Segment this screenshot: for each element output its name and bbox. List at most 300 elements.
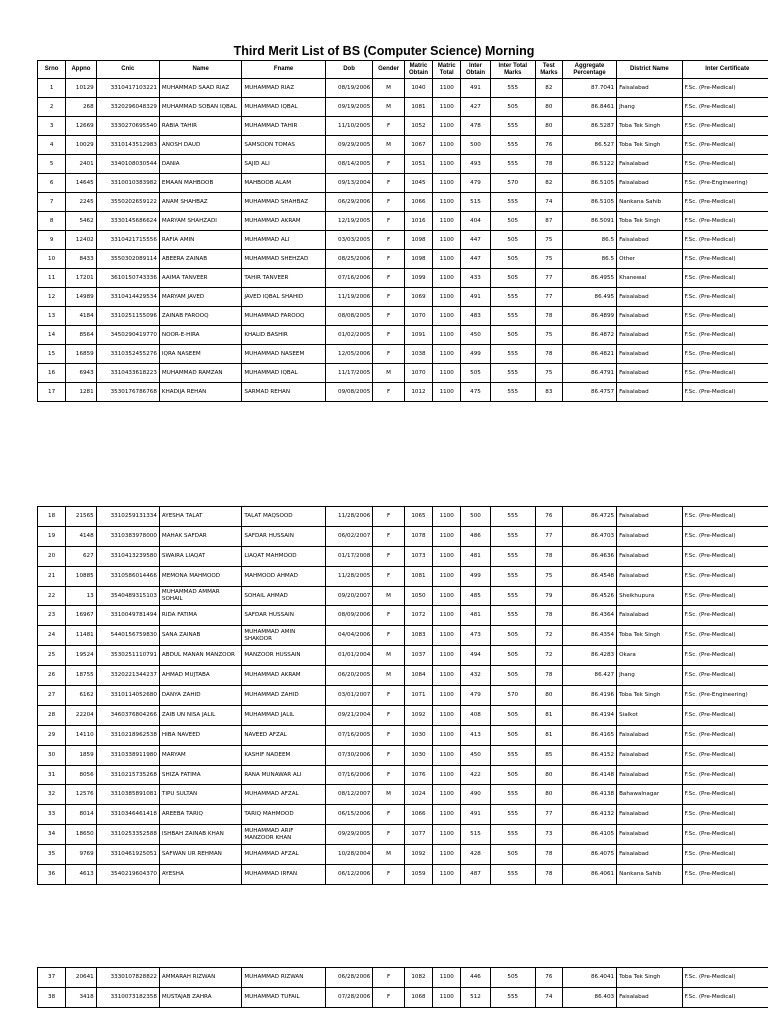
dob-cell: 09/20/2007 — [325, 586, 372, 606]
inter-total-cell: 555 — [490, 865, 535, 885]
name-cell: AHMAD MUJTABA — [159, 666, 241, 686]
table-row — [38, 98, 768, 117]
matric-total-cell: 1100 — [433, 526, 461, 546]
aggregate-cell: 86.4132 — [562, 805, 616, 825]
dob-cell: 08/19/2006 — [325, 79, 372, 98]
cnic-cell: 3330270695540 — [96, 117, 159, 136]
name-cell: RIDA FATIMA — [159, 606, 241, 626]
table-row — [38, 174, 768, 193]
appno-cell: 6162 — [66, 686, 96, 706]
table-row — [38, 546, 768, 566]
matric-obtain-cell: 1092 — [404, 845, 432, 865]
fname-cell: MUHAMMAD NASEEM — [242, 345, 326, 364]
cnic-cell: 3550302089114 — [96, 250, 159, 269]
inter-obtain-cell: 481 — [461, 606, 490, 626]
name-cell: HIBA NAVEED — [159, 725, 241, 745]
inter-obtain-cell: 493 — [461, 155, 490, 174]
cnic-cell: 3310143512983 — [96, 136, 159, 155]
srno-cell: 37 — [38, 968, 66, 988]
header-srno: Srno — [38, 61, 66, 79]
test-marks-cell: 78 — [535, 845, 562, 865]
inter-obtain-cell: 479 — [461, 174, 490, 193]
district-cell: Nankana Sahib — [617, 865, 682, 885]
inter-obtain-cell: 486 — [461, 526, 490, 546]
inter-certificate-cell: F.Sc. (Pre-Medical) — [682, 626, 768, 646]
matric-obtain-cell: 1066 — [404, 193, 432, 212]
cnic-cell: 3340108030544 — [96, 155, 159, 174]
test-marks-cell: 80 — [535, 98, 562, 117]
gender-cell: M — [373, 364, 405, 383]
aggregate-cell: 86.4138 — [562, 785, 616, 805]
appno-cell: 8014 — [66, 805, 96, 825]
inter-certificate-cell: F.Sc. (Pre-Medical) — [682, 98, 768, 117]
gender-cell: F — [373, 250, 405, 269]
matric-obtain-cell: 1067 — [404, 136, 432, 155]
fname-cell: MUHAMMAD AKRAM — [242, 666, 326, 686]
srno-cell: 25 — [38, 646, 66, 666]
inter-certificate-cell: F.Sc. (Pre-Medical) — [682, 307, 768, 326]
gender-cell: M — [373, 136, 405, 155]
header-inter-certificate: Inter Certificate — [682, 61, 768, 79]
inter-total-cell: 555 — [490, 526, 535, 546]
srno-cell: 23 — [38, 606, 66, 626]
header-appno: Appno — [66, 61, 96, 79]
district-cell: Jhang — [617, 98, 682, 117]
gender-cell: F — [373, 825, 405, 845]
matric-total-cell: 1100 — [433, 865, 461, 885]
test-marks-cell: 78 — [535, 155, 562, 174]
test-marks-cell: 78 — [535, 666, 562, 686]
aggregate-cell: 86.4283 — [562, 646, 616, 666]
aggregate-cell: 86.403 — [562, 988, 616, 1008]
district-cell: Other — [617, 250, 682, 269]
aggregate-cell: 86.5122 — [562, 155, 616, 174]
inter-obtain-cell: 494 — [461, 646, 490, 666]
gender-cell: F — [373, 117, 405, 136]
appno-cell: 21565 — [66, 507, 96, 527]
aggregate-cell: 86.4791 — [562, 364, 616, 383]
name-cell: DANIA — [159, 155, 241, 174]
dob-cell: 11/28/2006 — [325, 507, 372, 527]
test-marks-cell: 80 — [535, 686, 562, 706]
aggregate-cell: 86.4636 — [562, 546, 616, 566]
fname-cell: MUHAMMAD RIAZ — [242, 79, 326, 98]
test-marks-cell: 85 — [535, 745, 562, 765]
matric-obtain-cell: 1051 — [404, 155, 432, 174]
matric-total-cell: 1100 — [433, 507, 461, 527]
name-cell: SWAIRA LIAQAT — [159, 546, 241, 566]
dob-cell: 01/01/2004 — [325, 646, 372, 666]
fname-cell: MUHAMMAD SHEHZAD — [242, 250, 326, 269]
aggregate-cell: 86.4196 — [562, 686, 616, 706]
appno-cell: 11481 — [66, 626, 96, 646]
appno-cell: 13 — [66, 586, 96, 606]
srno-cell: 24 — [38, 626, 66, 646]
dob-cell: 06/15/2006 — [325, 805, 372, 825]
district-cell: Faisalabad — [617, 845, 682, 865]
dob-cell: 09/21/2004 — [325, 705, 372, 725]
inter-total-cell: 505 — [490, 250, 535, 269]
inter-certificate-cell: F.Sc. (Pre-Medical) — [682, 666, 768, 686]
gender-cell: F — [373, 345, 405, 364]
test-marks-cell: 77 — [535, 805, 562, 825]
inter-total-cell: 555 — [490, 136, 535, 155]
dob-cell: 12/19/2005 — [325, 212, 372, 231]
inter-total-cell: 555 — [490, 117, 535, 136]
aggregate-cell: 86.5287 — [562, 117, 616, 136]
district-cell: Faisalabad — [617, 825, 682, 845]
test-marks-cell: 73 — [535, 825, 562, 845]
matric-total-cell: 1100 — [433, 269, 461, 288]
table-row — [38, 725, 768, 745]
srno-cell: 36 — [38, 865, 66, 885]
matric-obtain-cell: 1077 — [404, 825, 432, 845]
gender-cell: F — [373, 725, 405, 745]
fname-cell: MANZOOR HUSSAIN — [242, 646, 326, 666]
merit-table-page-3 — [37, 967, 768, 1008]
inter-total-cell: 505 — [490, 765, 535, 785]
srno-cell: 14 — [38, 326, 66, 345]
name-cell: SAFWAN UR REHMAN — [159, 845, 241, 865]
matric-total-cell: 1100 — [433, 666, 461, 686]
district-cell: Faisalabad — [617, 725, 682, 745]
matric-obtain-cell: 1081 — [404, 98, 432, 117]
gender-cell: F — [373, 745, 405, 765]
inter-obtain-cell: 432 — [461, 666, 490, 686]
inter-obtain-cell: 505 — [461, 364, 490, 383]
inter-obtain-cell: 428 — [461, 845, 490, 865]
inter-obtain-cell: 515 — [461, 193, 490, 212]
matric-total-cell: 1100 — [433, 765, 461, 785]
inter-certificate-cell: F.Sc. (Pre-Medical) — [682, 845, 768, 865]
test-marks-cell: 75 — [535, 250, 562, 269]
table-row — [38, 845, 768, 865]
cnic-cell: 3310414429534 — [96, 288, 159, 307]
inter-total-cell: 555 — [490, 988, 535, 1008]
srno-cell: 21 — [38, 566, 66, 586]
merit-table-page-1 — [37, 60, 768, 402]
appno-cell: 2245 — [66, 193, 96, 212]
inter-certificate-cell: F.Sc. (Pre-Medical) — [682, 526, 768, 546]
matric-total-cell: 1100 — [433, 845, 461, 865]
matric-total-cell: 1100 — [433, 174, 461, 193]
header-inter-total: Inter Total Marks — [490, 61, 535, 79]
matric-total-cell: 1100 — [433, 646, 461, 666]
inter-obtain-cell: 404 — [461, 212, 490, 231]
aggregate-cell: 86.495 — [562, 288, 616, 307]
table-row — [38, 364, 768, 383]
gender-cell: M — [373, 79, 405, 98]
cnic-cell: 3460376804266 — [96, 705, 159, 725]
matric-total-cell: 1100 — [433, 383, 461, 402]
inter-obtain-cell: 433 — [461, 269, 490, 288]
cnic-cell: 3330107828822 — [96, 968, 159, 988]
inter-total-cell: 505 — [490, 212, 535, 231]
srno-cell: 30 — [38, 745, 66, 765]
matric-obtain-cell: 1070 — [404, 307, 432, 326]
name-cell: SHIZA FATIMA — [159, 765, 241, 785]
gender-cell: F — [373, 193, 405, 212]
test-marks-cell: 72 — [535, 646, 562, 666]
dob-cell: 09/13/2004 — [325, 174, 372, 193]
inter-total-cell: 505 — [490, 725, 535, 745]
cnic-cell: 3310218962538 — [96, 725, 159, 745]
appno-cell: 8433 — [66, 250, 96, 269]
test-marks-cell: 77 — [535, 526, 562, 546]
test-marks-cell: 74 — [535, 193, 562, 212]
fname-cell: SAJID ALI — [242, 155, 326, 174]
srno-cell: 11 — [38, 269, 66, 288]
cnic-cell: 3320296048329 — [96, 98, 159, 117]
table-row — [38, 117, 768, 136]
aggregate-cell: 86.4899 — [562, 307, 616, 326]
fname-cell: RANA MUNAWAR ALI — [242, 765, 326, 785]
inter-obtain-cell: 413 — [461, 725, 490, 745]
test-marks-cell: 87 — [535, 212, 562, 231]
inter-certificate-cell: F.Sc. (Pre-Medical) — [682, 136, 768, 155]
aggregate-cell: 86.5091 — [562, 212, 616, 231]
aggregate-cell: 86.5 — [562, 250, 616, 269]
cnic-cell: 3530251110791 — [96, 646, 159, 666]
aggregate-cell: 87.7041 — [562, 79, 616, 98]
table-row — [38, 136, 768, 155]
district-cell: Faisalabad — [617, 288, 682, 307]
inter-total-cell: 555 — [490, 155, 535, 174]
aggregate-cell: 86.4364 — [562, 606, 616, 626]
gender-cell: F — [373, 626, 405, 646]
test-marks-cell: 78 — [535, 865, 562, 885]
district-cell: Toba Tek Singh — [617, 117, 682, 136]
inter-obtain-cell: 499 — [461, 345, 490, 364]
test-marks-cell: 77 — [535, 288, 562, 307]
aggregate-cell: 86.4194 — [562, 705, 616, 725]
gender-cell: F — [373, 546, 405, 566]
srno-cell: 16 — [38, 364, 66, 383]
gender-cell: M — [373, 586, 405, 606]
matric-obtain-cell: 1073 — [404, 546, 432, 566]
srno-cell: 10 — [38, 250, 66, 269]
table-row — [38, 307, 768, 326]
appno-cell: 12669 — [66, 117, 96, 136]
inter-obtain-cell: 491 — [461, 79, 490, 98]
dob-cell: 03/03/2005 — [325, 231, 372, 250]
srno-cell: 20 — [38, 546, 66, 566]
matric-obtain-cell: 1045 — [404, 174, 432, 193]
header-dob: Dob — [325, 61, 372, 79]
appno-cell: 18755 — [66, 666, 96, 686]
table-row — [38, 785, 768, 805]
district-cell: Toba Tek Singh — [617, 686, 682, 706]
inter-certificate-cell: F.Sc. (Pre-Medical) — [682, 546, 768, 566]
inter-total-cell: 555 — [490, 507, 535, 527]
matric-total-cell: 1100 — [433, 250, 461, 269]
name-cell: MARYAM SHAHZADI — [159, 212, 241, 231]
name-cell: ANOSH DAUD — [159, 136, 241, 155]
appno-cell: 5462 — [66, 212, 96, 231]
inter-total-cell: 505 — [490, 646, 535, 666]
gender-cell: F — [373, 326, 405, 345]
cnic-cell: 3530176786768 — [96, 383, 159, 402]
test-marks-cell: 81 — [535, 705, 562, 725]
srno-cell: 5 — [38, 155, 66, 174]
gender-cell: F — [373, 307, 405, 326]
test-marks-cell: 83 — [535, 383, 562, 402]
cnic-cell: 3310253352588 — [96, 825, 159, 845]
appno-cell: 14645 — [66, 174, 96, 193]
district-cell: Faisalabad — [617, 507, 682, 527]
district-cell: Toba Tek Singh — [617, 136, 682, 155]
appno-cell: 6943 — [66, 364, 96, 383]
inter-total-cell: 555 — [490, 307, 535, 326]
dob-cell: 08/12/2007 — [325, 785, 372, 805]
table-row — [38, 606, 768, 626]
header-fname: Fname — [242, 61, 326, 79]
name-cell: KHADIJA REHAN — [159, 383, 241, 402]
aggregate-cell: 86.4821 — [562, 345, 616, 364]
gender-cell: F — [373, 765, 405, 785]
header-name: Name — [159, 61, 241, 79]
district-cell: Khanewal — [617, 269, 682, 288]
header-gender: Gender — [373, 61, 405, 79]
table-row — [38, 765, 768, 785]
inter-obtain-cell: 512 — [461, 988, 490, 1008]
matric-total-cell: 1100 — [433, 785, 461, 805]
matric-obtain-cell: 1030 — [404, 745, 432, 765]
matric-obtain-cell: 1072 — [404, 606, 432, 626]
table-row — [38, 646, 768, 666]
gender-cell: F — [373, 383, 405, 402]
name-cell: AYESHA TALAT — [159, 507, 241, 527]
matric-obtain-cell: 1076 — [404, 765, 432, 785]
cnic-cell: 3610150743336 — [96, 269, 159, 288]
aggregate-cell: 86.427 — [562, 666, 616, 686]
district-cell: Faisalabad — [617, 606, 682, 626]
srno-cell: 32 — [38, 785, 66, 805]
inter-certificate-cell: F.Sc. (Pre-Medical) — [682, 117, 768, 136]
aggregate-cell: 86.4152 — [562, 745, 616, 765]
matric-total-cell: 1100 — [433, 193, 461, 212]
test-marks-cell: 80 — [535, 765, 562, 785]
dob-cell: 09/19/2005 — [325, 98, 372, 117]
srno-cell: 4 — [38, 136, 66, 155]
appno-cell: 20641 — [66, 968, 96, 988]
fname-cell: SAMSOON TOMAS — [242, 136, 326, 155]
aggregate-cell: 86.4703 — [562, 526, 616, 546]
fname-cell: MUHAMMAD AFZAL — [242, 785, 326, 805]
fname-cell: MUHAMMAD ARIF MANZOOR KHAN — [242, 825, 326, 845]
district-cell: Okara — [617, 646, 682, 666]
aggregate-cell: 86.4148 — [562, 765, 616, 785]
appno-cell: 10885 — [66, 566, 96, 586]
inter-total-cell: 555 — [490, 805, 535, 825]
matric-obtain-cell: 1082 — [404, 968, 432, 988]
dob-cell: 11/10/2005 — [325, 117, 372, 136]
gender-cell: F — [373, 988, 405, 1008]
cnic-cell: 3310385891081 — [96, 785, 159, 805]
dob-cell: 08/09/2006 — [325, 606, 372, 626]
test-marks-cell: 72 — [535, 626, 562, 646]
inter-certificate-cell: F.Sc. (Pre-Medical) — [682, 586, 768, 606]
matric-obtain-cell: 1078 — [404, 526, 432, 546]
matric-obtain-cell: 1069 — [404, 288, 432, 307]
table-row — [38, 526, 768, 546]
dob-cell: 06/20/2005 — [325, 666, 372, 686]
district-cell: Faisalabad — [617, 155, 682, 174]
fname-cell: MUHAMMAD FAROOQ — [242, 307, 326, 326]
dob-cell: 06/12/2006 — [325, 865, 372, 885]
cnic-cell: 3310461925051 — [96, 845, 159, 865]
merit-table-page-2 — [37, 506, 768, 885]
matric-obtain-cell: 1091 — [404, 326, 432, 345]
table-row — [38, 988, 768, 1008]
district-cell: Sheikhupura — [617, 586, 682, 606]
test-marks-cell: 78 — [535, 307, 562, 326]
gender-cell: M — [373, 98, 405, 117]
name-cell: NOOR-E-HIRA — [159, 326, 241, 345]
gender-cell: M — [373, 785, 405, 805]
aggregate-cell: 86.5105 — [562, 193, 616, 212]
matric-obtain-cell: 1050 — [404, 586, 432, 606]
inter-obtain-cell: 485 — [461, 586, 490, 606]
inter-total-cell: 570 — [490, 686, 535, 706]
test-marks-cell: 75 — [535, 566, 562, 586]
appno-cell: 4613 — [66, 865, 96, 885]
appno-cell: 627 — [66, 546, 96, 566]
aggregate-cell: 86.4955 — [562, 269, 616, 288]
inter-certificate-cell: F.Sc. (Pre-Medical) — [682, 646, 768, 666]
inter-obtain-cell: 450 — [461, 745, 490, 765]
inter-certificate-cell: F.Sc. (Pre-Medical) — [682, 745, 768, 765]
dob-cell: 11/28/2005 — [325, 566, 372, 586]
test-marks-cell: 80 — [535, 785, 562, 805]
fname-cell: MUHAMMAD JALIL — [242, 705, 326, 725]
matric-total-cell: 1100 — [433, 805, 461, 825]
inter-total-cell: 505 — [490, 845, 535, 865]
table-row — [38, 745, 768, 765]
aggregate-cell: 86.4105 — [562, 825, 616, 845]
fname-cell: KASHIF NADEEM — [242, 745, 326, 765]
inter-obtain-cell: 500 — [461, 507, 490, 527]
inter-certificate-cell: F.Sc. (Pre-Medical) — [682, 705, 768, 725]
cnic-cell: 3310259131334 — [96, 507, 159, 527]
fname-cell: TARIQ MAHMOOD — [242, 805, 326, 825]
district-cell: Toba Tek Singh — [617, 212, 682, 231]
matric-total-cell: 1100 — [433, 79, 461, 98]
inter-total-cell: 505 — [490, 968, 535, 988]
cnic-cell: 3310352455276 — [96, 345, 159, 364]
district-cell: Faisalabad — [617, 231, 682, 250]
matric-total-cell: 1100 — [433, 566, 461, 586]
district-cell: Faisalabad — [617, 79, 682, 98]
appno-cell: 14110 — [66, 725, 96, 745]
inter-total-cell: 555 — [490, 566, 535, 586]
name-cell: AREEBA TARIQ — [159, 805, 241, 825]
fname-cell: MUHAMMAD SHAHBAZ — [242, 193, 326, 212]
gender-cell: F — [373, 231, 405, 250]
fname-cell: MUHAMMAD TAHIR — [242, 117, 326, 136]
dob-cell: 08/14/2005 — [325, 155, 372, 174]
fname-cell: TAHIR TANVEER — [242, 269, 326, 288]
inter-certificate-cell: F.Sc. (Pre-Medical) — [682, 383, 768, 402]
inter-certificate-cell: F.Sc. (Pre-Medical) — [682, 785, 768, 805]
gender-cell: F — [373, 686, 405, 706]
matric-total-cell: 1100 — [433, 686, 461, 706]
cnic-cell: 3310433618223 — [96, 364, 159, 383]
inter-obtain-cell: 481 — [461, 546, 490, 566]
matric-total-cell: 1100 — [433, 725, 461, 745]
cnic-cell: 3330145686624 — [96, 212, 159, 231]
test-marks-cell: 75 — [535, 326, 562, 345]
